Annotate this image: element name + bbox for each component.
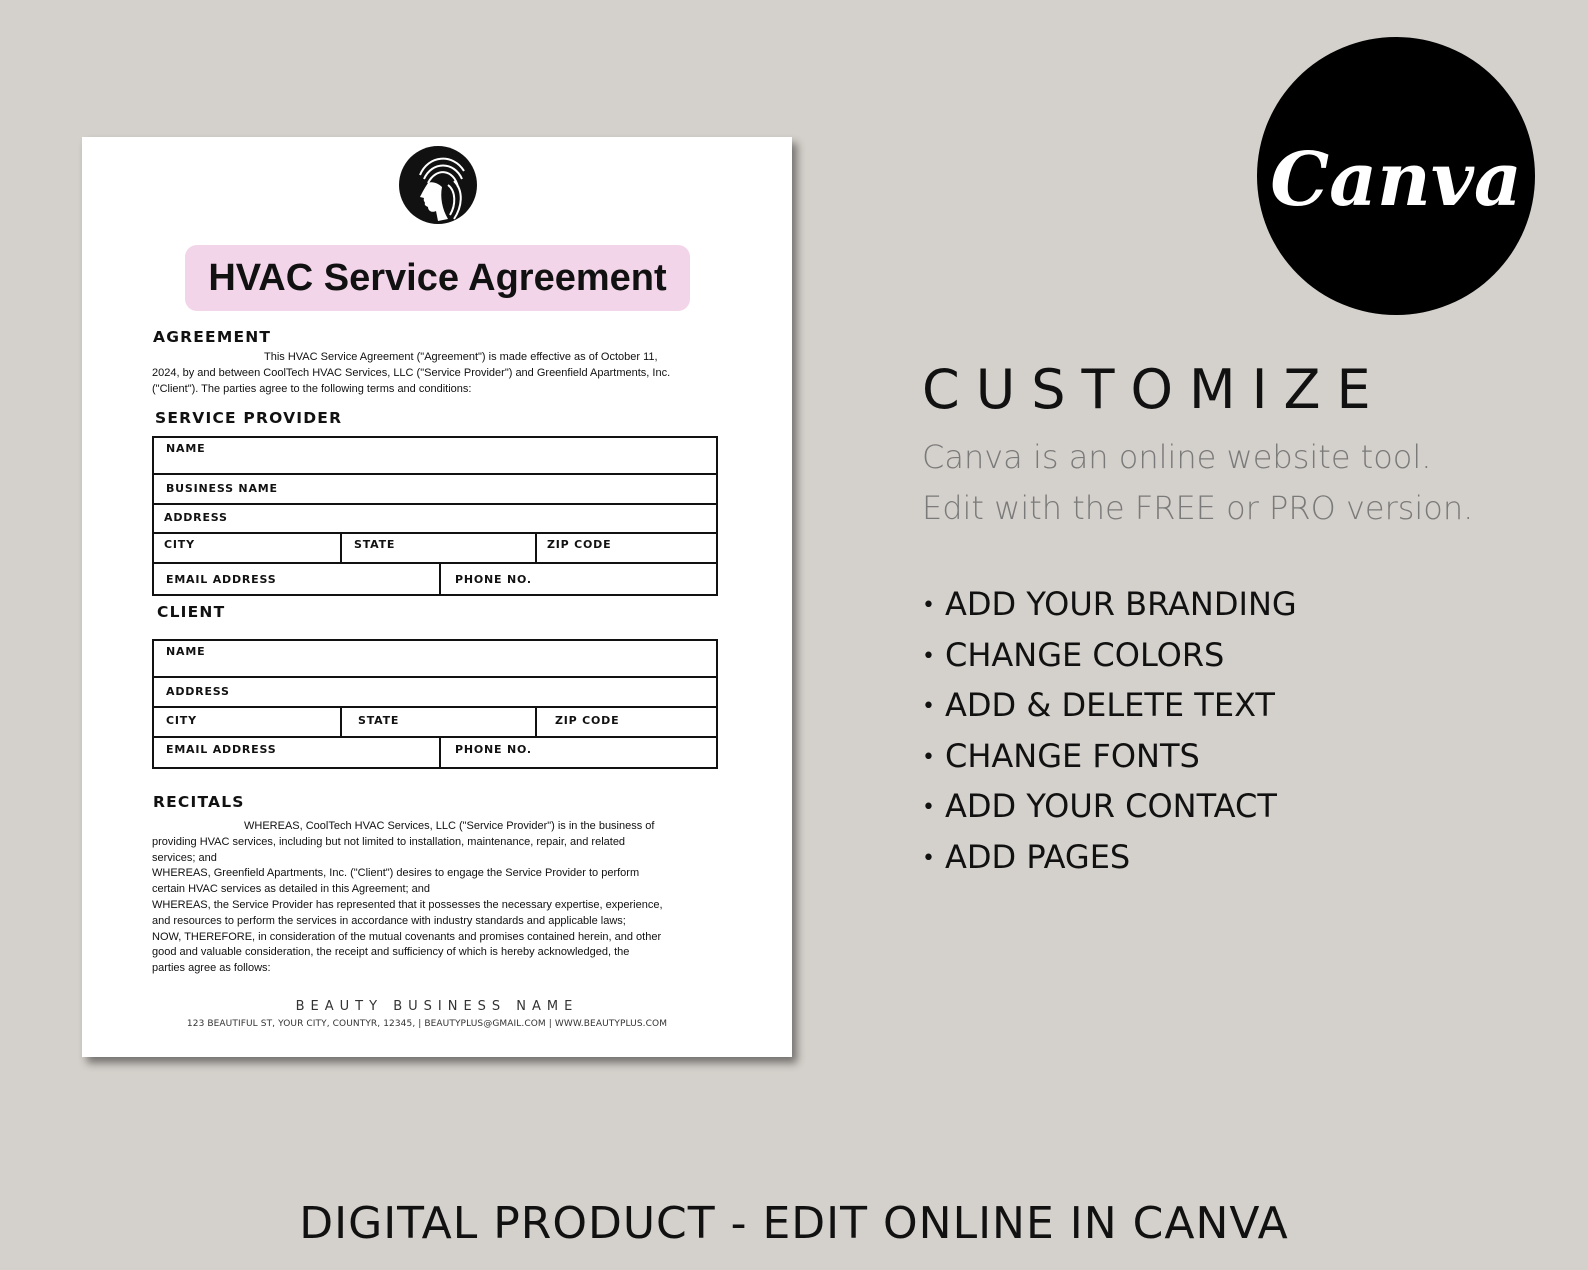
sp-state-field[interactable]: STATE (340, 534, 535, 562)
feature-label: ADD PAGES (944, 837, 1131, 876)
recitals-heading: RECITALS (153, 793, 245, 811)
form-row (154, 438, 716, 473)
feature-item (922, 732, 1297, 783)
client-zip-field[interactable]: ZIP CODE (535, 708, 716, 736)
customize-title: CUSTOMIZE (922, 358, 1387, 421)
form-row (154, 562, 716, 594)
service-provider-heading: SERVICE PROVIDER (155, 409, 343, 427)
agreement-heading: AGREEMENT (153, 328, 272, 346)
agreement-line: ("Client"). The parties agree to the following terms and conditions: (152, 382, 472, 395)
document-title-banner (185, 245, 690, 311)
recitals-line: WHEREAS, the Service Provider has represented that it possesses the necessary expertise, experience, (152, 898, 663, 911)
form-row (154, 706, 716, 736)
bullet-icon: • (922, 795, 935, 820)
form-row (154, 473, 716, 503)
client-email-field[interactable]: EMAIL ADDRESS (166, 743, 277, 756)
sp-city-field[interactable]: CITY (164, 538, 195, 551)
recitals-line: certain HVAC services as detailed in this Agreement; and (152, 883, 430, 896)
client-state-field[interactable]: STATE (340, 708, 535, 736)
feature-list (922, 580, 1297, 883)
bullet-icon: • (922, 845, 935, 871)
bullet-icon: • (922, 694, 935, 719)
feature-item (922, 681, 1297, 732)
client-address-field[interactable]: ADDRESS (166, 685, 230, 698)
sp-email-field[interactable]: EMAIL ADDRESS (166, 573, 277, 586)
bullet-icon: • (922, 643, 935, 669)
canva-logo-icon (1257, 37, 1535, 315)
feature-label: ADD YOUR BRANDING (944, 585, 1297, 623)
recitals-line: and resources to perform the services in accordance with industry standards and applicable laws; (152, 914, 626, 927)
agreement-paragraph (152, 350, 722, 397)
form-row (154, 532, 716, 562)
woman-silhouette-logo-icon (398, 145, 478, 225)
service-provider-form (152, 436, 718, 596)
agreement-line: 2024, by and between CoolTech HVAC Services, LLC ("Service Provider") and Greenfield Apartments, Inc. (152, 366, 671, 379)
agreement-line: This HVAC Service Agreement ("Agreement") is made effective as of October 11, (264, 351, 658, 363)
recitals-line: parties agree as follows: (152, 962, 271, 975)
form-row (154, 676, 716, 706)
form-row (154, 503, 716, 532)
customize-description (922, 432, 1562, 534)
sp-phone-field[interactable]: PHONE NO. (439, 564, 716, 594)
feature-item (922, 833, 1297, 884)
feature-label: CHANGE FONTS (944, 736, 1200, 775)
sp-address-field[interactable]: ADDRESS (164, 511, 228, 524)
client-form (152, 639, 718, 769)
feature-item (922, 580, 1297, 631)
sp-business-name-field[interactable]: BUSINESS NAME (166, 482, 278, 495)
client-heading: CLIENT (157, 603, 226, 621)
customize-desc-line: Edit with the FREE or PRO version. (922, 489, 1474, 527)
feature-item (922, 782, 1297, 833)
document-title: HVAC Service Agreement (208, 256, 667, 299)
client-city-field[interactable]: CITY (166, 714, 197, 727)
client-phone-field[interactable]: PHONE NO. (439, 738, 716, 767)
form-row (154, 641, 716, 676)
recitals-line: good and valuable consideration, the receipt and sufficiency of which is hereby acknowledged, the (152, 946, 630, 959)
bullet-icon: • (922, 744, 935, 770)
canva-badge-text: Canva (1270, 137, 1522, 223)
client-name-field[interactable]: NAME (166, 645, 206, 658)
footer-contact: 123 BEAUTIFUL ST, YOUR CITY, COUNTYR, 12345, | BEAUTYPLUS@GMAIL.COM | WWW.BEAUTYPLUS.COM (186, 1019, 668, 1029)
footer-business-name: BEAUTY BUSINESS NAME (295, 999, 579, 1014)
recitals-line: WHEREAS, Greenfield Apartments, Inc. ("Client") desires to engage the Service Provider to perform (152, 867, 640, 880)
canva-badge (1257, 37, 1535, 315)
recitals-line: WHEREAS, CoolTech HVAC Services, LLC ("Service Provider") is in the business of (244, 820, 655, 832)
feature-label: CHANGE COLORS (944, 635, 1225, 674)
document-preview (82, 137, 792, 1057)
sp-name-field[interactable]: NAME (166, 442, 206, 455)
feature-label: ADD & DELETE TEXT (944, 686, 1275, 724)
feature-label: ADD YOUR CONTACT (944, 787, 1277, 825)
recitals-line: NOW, THEREFORE, in consideration of the mutual covenants and promises contained herein, and other (152, 930, 662, 943)
recitals-line: services; and (152, 851, 217, 864)
recitals-paragraph (152, 819, 722, 977)
recitals-line: providing HVAC services, including but not limited to installation, maintenance, repair, and related (152, 835, 626, 848)
sp-zip-field[interactable]: ZIP CODE (535, 534, 716, 562)
customize-desc-line: Canva is an online website tool. (922, 438, 1432, 476)
bullet-icon: • (922, 593, 935, 618)
feature-item (922, 631, 1297, 682)
form-row (154, 736, 716, 767)
bottom-banner: DIGITAL PRODUCT - EDIT ONLINE IN CANVA (299, 1198, 1289, 1249)
